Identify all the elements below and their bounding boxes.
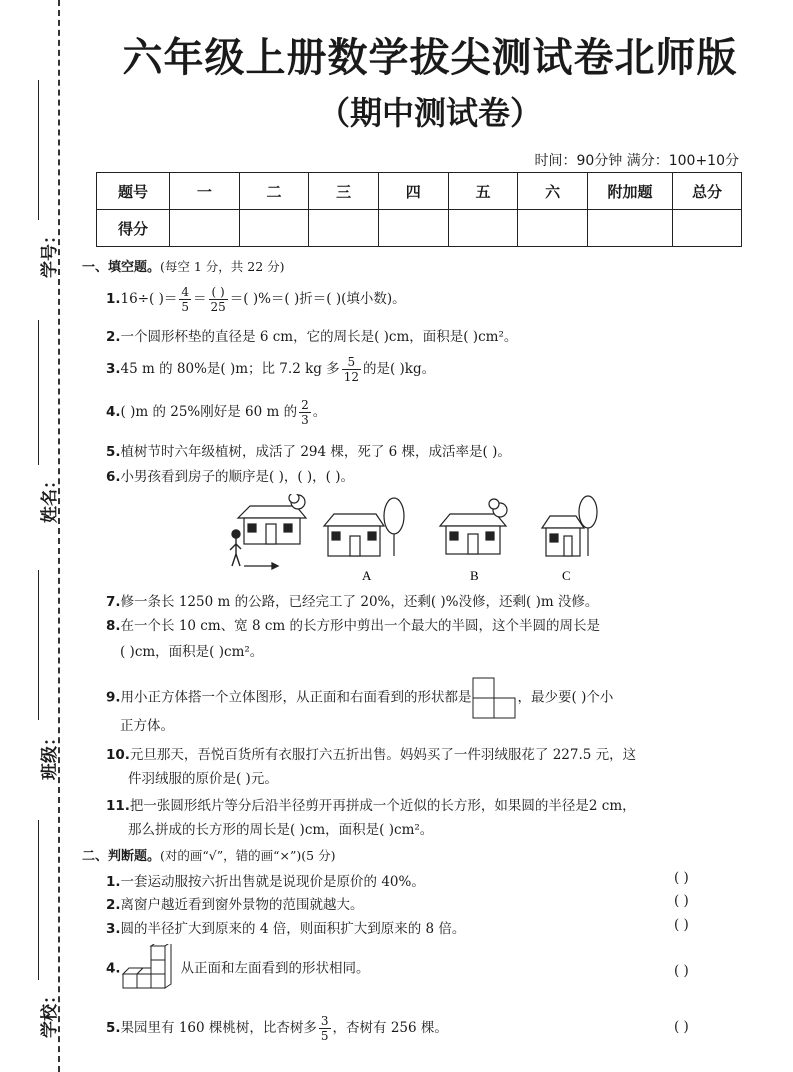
class-label: 班级： bbox=[40, 729, 60, 780]
name-field[interactable] bbox=[18, 320, 60, 523]
score-table-header-row bbox=[97, 173, 742, 210]
fraction-denominator: 5 bbox=[181, 300, 189, 314]
question-number: 4. bbox=[106, 404, 121, 420]
judge-3 bbox=[106, 917, 465, 937]
question-number: 3. bbox=[106, 921, 121, 937]
house-label-c: C bbox=[562, 568, 571, 583]
score-input-cell[interactable] bbox=[309, 210, 379, 247]
question-number: 9. bbox=[106, 689, 121, 706]
question-text: 用小正方体搭一个立体图形，从正面和右面看到的形状都是 bbox=[120, 689, 472, 706]
question-number: 3. bbox=[106, 361, 121, 377]
question-11-line2: 那么拼成的长方形的周长是( )cm，面积是( )cm²。 bbox=[128, 822, 434, 838]
question-text: ＝ bbox=[193, 291, 207, 307]
question-text: 离窗户越近看到窗外景物的范围就越大。 bbox=[120, 897, 364, 913]
question-number: 10. bbox=[106, 747, 130, 763]
question-number: 4. bbox=[106, 960, 121, 977]
answer-paren[interactable]: ( ) bbox=[674, 870, 689, 886]
question-text: 从正面和左面看到的形状相同。 bbox=[180, 960, 370, 977]
question-text: 植树节时六年级植树，成活了 294 棵，死了 6 棵，成活率是( )。 bbox=[120, 444, 511, 460]
score-input-cell[interactable] bbox=[673, 210, 742, 247]
fraction-denominator: 3 bbox=[301, 413, 309, 427]
question-6 bbox=[106, 465, 354, 485]
score-input-cell[interactable] bbox=[239, 210, 309, 247]
question-8-line2: ( )cm，面积是( )cm²。 bbox=[120, 644, 264, 660]
section2-note: (对的画“√”，错的画“×”)(5 分) bbox=[160, 848, 336, 863]
fraction bbox=[209, 285, 228, 314]
score-table-score-row bbox=[97, 210, 742, 247]
page-subtitle: （期中测试卷） bbox=[317, 94, 542, 132]
score-input-cell[interactable] bbox=[448, 210, 518, 247]
house-c-icon bbox=[542, 496, 597, 556]
fraction-denominator: 5 bbox=[320, 1029, 329, 1043]
binding-line bbox=[58, 0, 60, 1072]
answer-paren[interactable]: ( ) bbox=[674, 917, 689, 933]
fraction bbox=[299, 398, 311, 427]
judge-4 bbox=[106, 944, 370, 994]
arrow-icon bbox=[244, 563, 278, 569]
houses-illustration bbox=[228, 494, 608, 584]
question-text: 元旦那天，吾悦百货所有衣服打六五折出售。妈妈买了一件羽绒服花了 227.5 元，这 bbox=[129, 747, 637, 763]
house-icon bbox=[238, 494, 306, 544]
section2-heading bbox=[82, 845, 335, 864]
page-title: 六年级上册数学拔尖测试卷北师版 bbox=[122, 35, 738, 81]
question-7 bbox=[106, 590, 598, 610]
student-id-line bbox=[38, 80, 39, 220]
question-text: 的是( )kg。 bbox=[362, 361, 436, 377]
question-2 bbox=[106, 325, 517, 345]
score-input-cell[interactable] bbox=[170, 210, 240, 247]
question-5 bbox=[106, 440, 511, 460]
fraction-numerator: 2 bbox=[301, 398, 309, 412]
question-number: 2. bbox=[106, 329, 121, 345]
fraction bbox=[179, 285, 191, 314]
cube-stack-icon bbox=[121, 944, 181, 994]
fraction bbox=[319, 1014, 331, 1043]
judge-2 bbox=[106, 893, 364, 913]
section1-heading bbox=[82, 256, 285, 275]
question-1 bbox=[106, 285, 406, 314]
score-cell: 二 bbox=[239, 173, 309, 210]
score-input-cell[interactable] bbox=[588, 210, 673, 247]
house-b-icon bbox=[440, 499, 507, 554]
house-label-a: A bbox=[362, 568, 372, 583]
fraction-numerator: 4 bbox=[181, 285, 189, 299]
boy-figure bbox=[230, 530, 241, 566]
judge-1 bbox=[106, 870, 425, 890]
student-id-field[interactable] bbox=[18, 80, 60, 280]
score-cell: 三 bbox=[309, 173, 379, 210]
question-11 bbox=[106, 794, 636, 814]
question-text: ，最少要( )个小 bbox=[517, 689, 614, 706]
question-text: 16÷( )＝ bbox=[120, 291, 178, 307]
question-text: 一套运动服按六折出售就是说现价是原价的 40%。 bbox=[120, 874, 425, 890]
section2-title: 二、判断题。 bbox=[82, 849, 161, 864]
score-input-cell[interactable] bbox=[518, 210, 588, 247]
score-cell: 五 bbox=[448, 173, 518, 210]
name-line bbox=[38, 320, 39, 465]
view-shape-icon bbox=[472, 677, 518, 719]
fraction-numerator: 5 bbox=[342, 355, 361, 370]
fraction-numerator: 3 bbox=[320, 1014, 329, 1028]
answer-paren[interactable]: ( ) bbox=[674, 963, 689, 979]
score-cell: 六 bbox=[518, 173, 588, 210]
school-label: 学校： bbox=[40, 987, 60, 1038]
fraction-numerator: ( ) bbox=[209, 285, 228, 300]
question-number: 1. bbox=[106, 874, 121, 890]
question-text: 果园里有 160 棵桃树，比杏树多 bbox=[120, 1020, 317, 1036]
section1-note: (每空 1 分，共 22 分) bbox=[160, 259, 285, 274]
question-8 bbox=[106, 614, 600, 634]
fraction-denominator: 12 bbox=[343, 370, 359, 384]
question-4 bbox=[106, 398, 326, 427]
question-number: 5. bbox=[106, 444, 121, 460]
house-label-b: B bbox=[470, 568, 479, 583]
section1-title: 一、填空题。 bbox=[82, 260, 161, 275]
score-cell: 一 bbox=[170, 173, 240, 210]
question-text: 修一条长 1250 m 的公路，已经完工了 20%，还剩( )%没修，还剩( )m 没修。 bbox=[120, 594, 599, 610]
question-text: 把一张圆形纸片等分后沿半径剪开再拼成一个近似的长方形，如果圆的半径是2 cm， bbox=[129, 798, 636, 814]
judge-5 bbox=[106, 1014, 448, 1043]
question-10 bbox=[106, 743, 636, 763]
time-score-info: 时间：90分钟 满分：100+10分 bbox=[534, 153, 739, 169]
school-line bbox=[38, 820, 39, 980]
question-text: 在一个长 10 cm、宽 8 cm 的长方形中剪出一个最大的半圆，这个半圆的周长是 bbox=[120, 618, 600, 634]
question-9 bbox=[106, 677, 613, 719]
name-label: 姓名： bbox=[40, 472, 60, 523]
student-id-label: 学号： bbox=[40, 227, 60, 278]
fraction-denominator: 25 bbox=[210, 300, 226, 314]
question-number: 5. bbox=[106, 1020, 121, 1036]
score-cell: 附加题 bbox=[588, 173, 673, 210]
question-number: 1. bbox=[106, 291, 121, 307]
question-number: 8. bbox=[106, 618, 121, 634]
question-text: 。 bbox=[312, 404, 327, 420]
question-text: 圆的半径扩大到原来的 4 倍，则面积扩大到原来的 8 倍。 bbox=[120, 921, 466, 937]
fraction bbox=[342, 355, 361, 384]
question-number: 6. bbox=[106, 469, 121, 485]
question-number: 11. bbox=[106, 798, 130, 814]
score-cell: 题号 bbox=[97, 173, 170, 210]
question-text: 小男孩看到房子的顺序是( )，( )，( )。 bbox=[120, 469, 355, 485]
school-field[interactable] bbox=[18, 820, 60, 1040]
question-number: 2. bbox=[106, 897, 121, 913]
question-text: ( )m 的 25%刚好是 60 m 的 bbox=[120, 404, 298, 420]
question-text: ，杏树有 256 棵。 bbox=[332, 1020, 448, 1036]
question-10-line2: 件羽绒服的原价是( )元。 bbox=[128, 771, 278, 787]
answer-paren[interactable]: ( ) bbox=[674, 1019, 689, 1035]
class-line bbox=[38, 570, 39, 720]
question-number: 7. bbox=[106, 594, 121, 610]
score-input-cell[interactable] bbox=[378, 210, 448, 247]
question-text: 一个圆形杯垫的直径是 6 cm，它的周长是( )cm，面积是( )cm²。 bbox=[120, 329, 518, 345]
answer-paren[interactable]: ( ) bbox=[674, 893, 689, 909]
score-cell: 四 bbox=[378, 173, 448, 210]
question-text: ＝( )%＝( )折＝( )(填小数)。 bbox=[229, 291, 406, 307]
question-9-line2: 正方体。 bbox=[120, 718, 174, 734]
score-cell: 总分 bbox=[673, 173, 742, 210]
score-row-label: 得分 bbox=[97, 210, 170, 247]
question-3 bbox=[106, 355, 435, 384]
class-field[interactable] bbox=[18, 570, 60, 780]
score-table bbox=[96, 172, 742, 247]
house-a-icon bbox=[324, 498, 404, 556]
question-text: 45 m 的 80%是( )m；比 7.2 kg 多 bbox=[120, 361, 340, 377]
